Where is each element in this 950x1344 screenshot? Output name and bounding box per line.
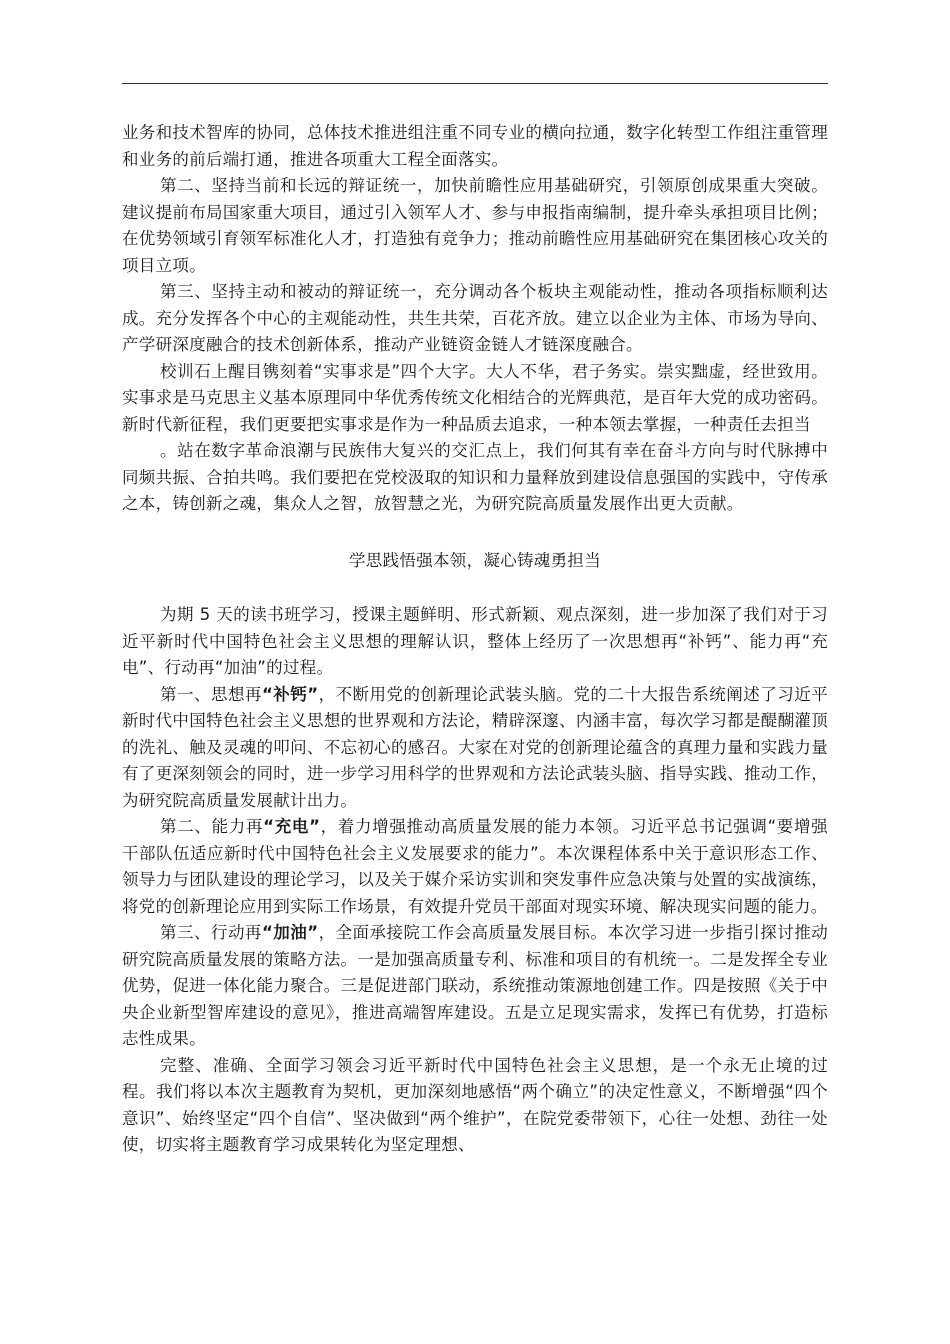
- paragraph-action: [122, 920, 828, 1053]
- paragraph-school-motto: 校训石上醒目镌刻着“实事求是”四个大字。大人不华，君子务实。崇实黜虚，经世致用。实事求是马克思主义基本原理同中华优秀传统文化相结合的光辉典范，是百年大党的成功密码。新时代新征程，我们更要把实事求是作为一种品质去追求，一种本领去掌握，一种责任去担当: [122, 361, 828, 434]
- paragraph-rest: ，全面承接院工作会高质量发展目标。本次学习进一步指引探讨推动研究院高质量发展的策略方法。一是加强高质量专利、标准和项目的有机统一。二是发挥全专业优势，促进一体化能力聚合。三是促进部门联动，系统推动策源地创建工作。四是按照《关于中央企业新型智库建设的意见》，推进高端智库建设。五是立足现实需求，发挥已有优势，打造标志性成果。: [122, 923, 829, 1048]
- paragraph-rest: ，不断用党的创新理论武装头脑。党的二十大报告系统阐述了习近平新时代中国特色社会主义思想的世界观和方法论，精辟深邃、内涵丰富，每次学习都是醍醐灌顶的洗礼、触及灵魂的叩问、不忘初心的感召。大家在对党的创新理论蕴含的真理力量和实践力量有了更深刻领会的同时，进一步学习用科学的世界观和方法论武装头脑、指导实践、推动工作，为研究院高质量发展献计出力。: [122, 684, 829, 810]
- bold-quote: “加油”: [261, 923, 319, 942]
- section-title: 学思践悟强本领，凝心铸魂勇担当: [349, 550, 601, 570]
- bold-quote: “充电”: [263, 817, 321, 836]
- paragraph-conclusion: 。站在数字革命浪潮与民族伟大复兴的交汇点上，我们何其有幸在奋斗方向与时代脉搏中同频共振、合拍共鸣。我们要把在党校汲取的知识和力量释放到建设信息强国的实践中，守传承之本，铸创新之魂，集众人之智，放智慧之光，为研究院高质量发展作出更大贡献。: [122, 441, 828, 513]
- document-body: [122, 120, 828, 1159]
- paragraph-closing: 完整、准确、全面学习领会习近平新时代中国特色社会主义思想，是一个永无止境的过程。我们将以本次主题教育为契机，更加深刻地感悟“两个确立”的决定性意义，不断增强“四个意识”、始终坚定“四个自信”、坚决做到“两个维护”，在院党委带领下，心往一处想、劲往一处使，切实将主题教育学习成果转化为坚定理想、: [122, 1055, 828, 1154]
- paragraph-thought: [122, 682, 828, 815]
- paragraph-continuation: 业务和技术智库的协同，总体技术推进组注重不同专业的横向拉通，数字化转型工作组注重管理和业务的前后端打通，推进各项重大工程全面落实。: [122, 123, 828, 169]
- bold-quote: “补钙”: [261, 684, 319, 704]
- header-rule: [122, 83, 828, 84]
- paragraph-rest: ，着力增强推动高质量发展的能力本领。习近平总书记强调“要增强干部队伍适应新时代中国特色社会主义发展要求的能力”。本次课程体系中关于意识形态工作、领导力与团队建设的理论学习，以及关于媒介采访实训和突发事件应急决策与处置的实战演练，将党的创新理论应用到实际工作场景，有效提升党员干部面对现实环境、解决现实问题的能力。: [122, 817, 828, 916]
- paragraph-intro: 为期 5 天的读书班学习，授课主题鲜明、形式新颖、观点深刻，进一步加深了我们对于习近平新时代中国特色社会主义思想的理解认识，整体上经历了一次思想再“补钙”、能力再“充电”、行动再“加油”的过程。: [122, 605, 828, 677]
- paragraph-lead: 第三、行动再: [160, 923, 262, 942]
- paragraph-ability: [122, 814, 828, 920]
- paragraph-lead: 第二、能力再: [160, 817, 264, 836]
- paragraph-second-point: 第二、坚持当前和长远的辩证统一，加快前瞻性应用基础研究，引领原创成果重大突破。建议提前布局国家重大项目，通过引入领军人才、参与申报指南编制，提升牵头承担项目比例；在优势领域引育领军标准化人才，打造独有竞争力；推动前瞻性应用基础研究在集团核心攻关的项目立项。: [122, 176, 828, 275]
- paragraph-third-point: 第三、坚持主动和被动的辩证统一，充分调动各个板块主观能动性，推动各项指标顺利达成。充分发挥各个中心的主观能动性，共生共荣，百花齐放。建立以企业为主体、市场为导向、产学研深度融合的技术创新体系，推动产业链资金链人才链深度融合。: [122, 282, 828, 354]
- paragraph-lead: 第一、思想再: [160, 684, 262, 704]
